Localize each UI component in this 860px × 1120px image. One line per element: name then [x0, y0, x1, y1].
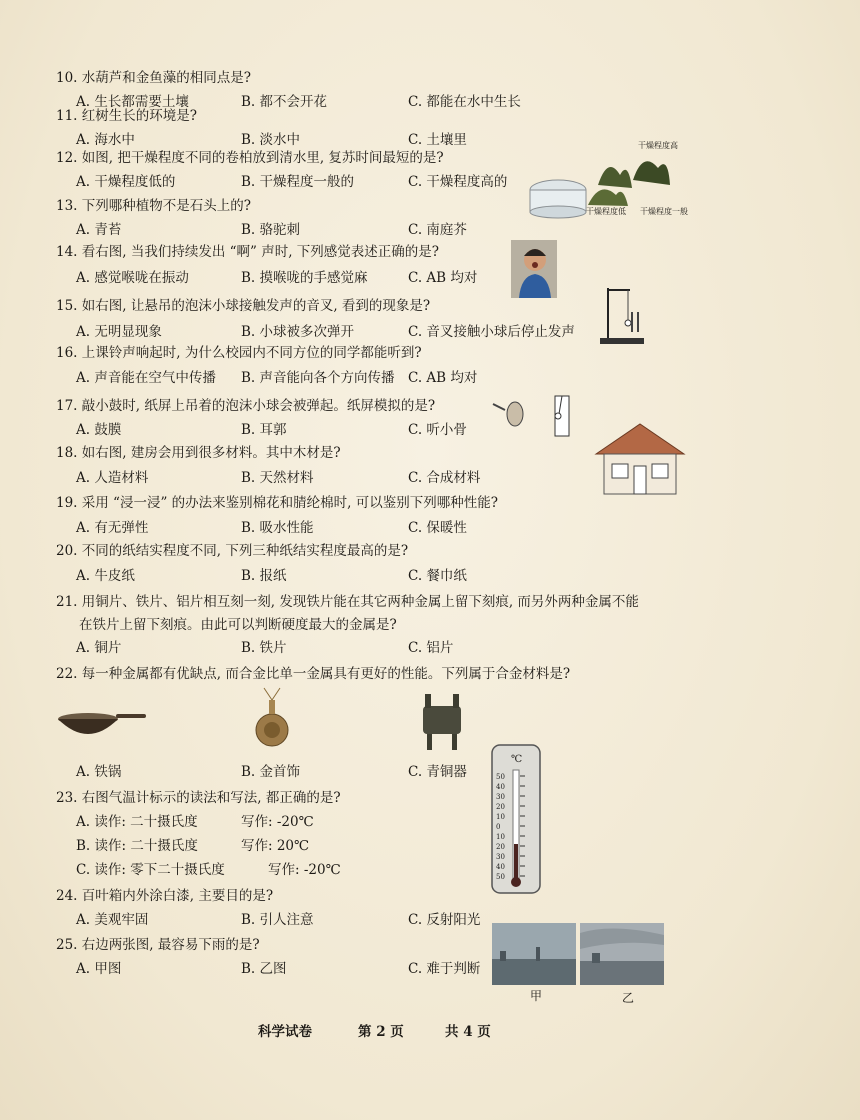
thermometer-tick-label: 30	[496, 793, 505, 801]
question-text: 16. 上课铃声响起时, 为什么校园内不同方位的同学都能听到?	[56, 345, 422, 361]
option-c: C. 都能在水中生长	[408, 94, 521, 110]
option-c: C. 保暖性	[408, 520, 467, 536]
thermometer-tick-label: 30	[496, 853, 505, 861]
option-b: B. 摸喉咙的手感觉麻	[241, 270, 368, 286]
plant-resurrection-figure	[528, 140, 688, 220]
option-b: B. 骆驼刺	[241, 222, 301, 238]
tuning-fork-figure	[598, 284, 646, 346]
footer-subject: 科学试卷	[258, 1024, 312, 1040]
option-b: B. 吸水性能	[241, 520, 314, 536]
option-b: B. 乙图	[241, 961, 287, 977]
option-a-reading: A. 读作: 二十摄氏度	[76, 814, 198, 830]
thermometer-tick-label: 40	[496, 863, 505, 871]
option-c: C. 难于判断	[408, 961, 481, 977]
option-a: A. 鼓膜	[76, 422, 122, 438]
gold-pendant-image	[252, 686, 292, 756]
option-c: C. 反射阳光	[408, 912, 481, 928]
option-a-writing: 写作: -20℃	[241, 814, 314, 830]
option-c-writing: 写作: -20℃	[268, 862, 341, 878]
option-c: C. 餐巾纸	[408, 568, 467, 584]
question-text: 20. 不同的纸结实程度不同, 下列三种纸结实程度最高的是?	[56, 543, 409, 559]
thermometer-tick-label: 10	[496, 813, 505, 821]
thermometer-figure	[491, 744, 541, 894]
option-b: B. 铁片	[241, 640, 287, 656]
thermometer-tick-label: 20	[496, 803, 505, 811]
thermometer-tick-label: 50	[496, 773, 505, 781]
drum-screen-figure	[487, 392, 577, 440]
option-c: C. AB 均对	[408, 270, 478, 286]
question-24: 24. 百叶箱内外涂白漆, 主要目的是?	[56, 888, 274, 904]
option-a: A. 牛皮纸	[76, 568, 135, 584]
question-text: 19. 采用 “浸一浸” 的办法来鉴别棉花和腈纶棉时, 可以鉴别下列哪种性能?	[56, 495, 498, 511]
question-text: 12. 如图, 把干燥程度不同的卷柏放到清水里, 复苏时间最短的是?	[56, 150, 444, 166]
option-c: C. 听小骨	[408, 422, 467, 438]
option-b: B. 声音能向各个方向传播	[241, 370, 395, 386]
bronze-vessel-image	[417, 690, 467, 752]
option-a: A. 青苔	[76, 222, 122, 238]
option-c-reading: C. 读作: 零下二十摄氏度	[76, 862, 225, 878]
option-b: B. 干燥程度一般的	[241, 174, 355, 190]
weather-photos	[492, 923, 664, 1005]
label-mid: 干燥程度一般	[640, 207, 688, 216]
option-b: B. 报纸	[241, 568, 287, 584]
question-21-continued: 在铁片上留下刻痕。由此可以判断硬度最大的金属是?	[79, 617, 397, 633]
option-c: C. 干燥程度高的	[408, 174, 508, 190]
thermometer-tick-label: 50	[496, 873, 505, 881]
option-a: A. 甲图	[76, 961, 122, 977]
option-b-reading: B. 读作: 二十摄氏度	[76, 838, 198, 854]
question-22: 22. 每一种金属都有优缺点, 而合金比单一金属具有更好的性能。下列属于合金材料是?	[56, 666, 571, 682]
footer-page: 第 2 页	[358, 1024, 404, 1040]
thermometer-tick-label: 10	[496, 833, 505, 841]
house-figure	[592, 420, 688, 496]
option-a: A. 美观牢固	[76, 912, 149, 928]
question-text: 15. 如右图, 让悬吊的泡沫小球接触发声的音叉, 看到的现象是?	[56, 298, 431, 314]
option-b: B. 都不会开花	[241, 94, 328, 110]
option-c: C. 合成材料	[408, 470, 481, 486]
option-a: A. 人造材料	[76, 470, 149, 486]
footer-total: 共 4 页	[445, 1024, 491, 1040]
option-c: C. 土壤里	[408, 132, 467, 148]
option-b: B. 耳郭	[241, 422, 287, 438]
option-a: A. 铁锅	[76, 764, 122, 780]
option-a: A. 干燥程度低的	[76, 174, 176, 190]
label-jia: 甲	[530, 989, 543, 1003]
question-23: 23. 右图气温计标示的读法和写法, 都正确的是?	[56, 790, 341, 806]
option-c: C. 南庭芥	[408, 222, 467, 238]
label-high: 干燥程度高	[638, 141, 678, 150]
option-a: A. 无明显现象	[76, 324, 162, 340]
option-b-writing: 写作: 20℃	[241, 838, 310, 854]
option-b: B. 小球被多次弹开	[241, 324, 355, 340]
option-a: A. 声音能在空气中传播	[76, 370, 216, 386]
option-a: A. 海水中	[76, 132, 135, 148]
option-b: B. 淡水中	[241, 132, 301, 148]
option-b: B. 金首饰	[241, 764, 301, 780]
option-a: A. 铜片	[76, 640, 122, 656]
option-c: C. AB 均对	[408, 370, 478, 386]
question-text: 18. 如右图, 建房会用到很多材料。其中木材是?	[56, 445, 341, 461]
thermometer-tick-label: 40	[496, 783, 505, 791]
option-a: A. 生长都需要土壤	[76, 94, 189, 110]
child-photo	[511, 240, 557, 298]
question-21: 21. 用铜片、铁片、铝片相互刻一刻, 发现铁片能在其它两种金属上留下刻痕, 而另外两种金属不能	[56, 594, 639, 610]
unit-label: ℃	[511, 754, 523, 765]
option-c: C. 铝片	[408, 640, 454, 656]
question-text: 11. 红树生长的环境是?	[56, 108, 197, 124]
question-text: 13. 下列哪种植物不是石头上的?	[56, 198, 251, 214]
label-low: 干燥程度低	[586, 207, 626, 216]
label-yi: 乙	[622, 991, 635, 1005]
option-a: A. 感觉喉咙在振动	[76, 270, 189, 286]
option-b: B. 天然材料	[241, 470, 314, 486]
question-text: 14. 看右图, 当我们持续发出 “啊” 声时, 下列感觉表述正确的是?	[56, 244, 440, 260]
option-c: C. 青铜器	[408, 764, 467, 780]
wok-image	[56, 705, 148, 747]
option-b: B. 引人注意	[241, 912, 314, 928]
thermometer-tick-label: 0	[496, 823, 501, 831]
option-a: A. 有无弹性	[76, 520, 149, 536]
option-c: C. 音叉接触小球后停止发声	[408, 324, 575, 340]
question-25: 25. 右边两张图, 最容易下雨的是?	[56, 937, 260, 953]
question-text: 10. 水葫芦和金鱼藻的相同点是?	[56, 70, 251, 86]
thermometer-tick-label: 20	[496, 843, 505, 851]
question-text: 17. 敲小鼓时, 纸屏上吊着的泡沫小球会被弹起。纸屏模拟的是?	[56, 398, 436, 414]
